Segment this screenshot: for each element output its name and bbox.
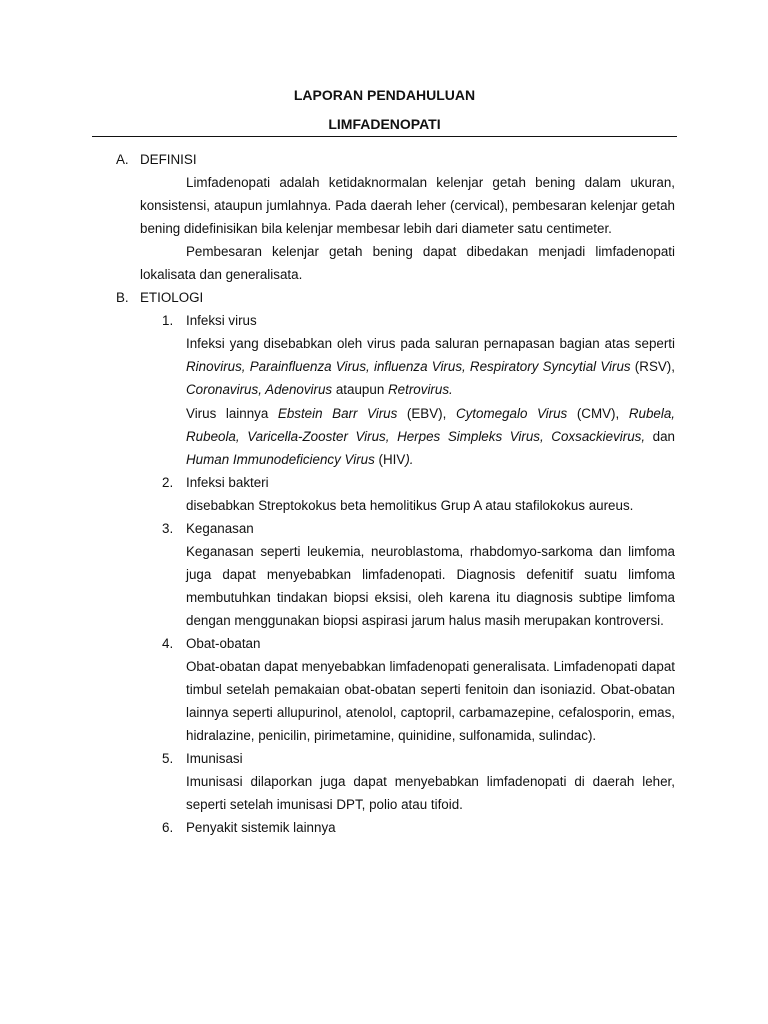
title-divider — [92, 136, 677, 137]
document-title: LAPORAN PENDAHULUAN — [293, 87, 476, 103]
definition-paragraph-1: Limfadenopati adalah ketidaknormalan kelenjar getah bening dalam ukuran, konsistensi, ataupun jumlahnya. Pada daerah leher (cervical), pembesaran kelenjar getah bening didefinisikan bila kelenjar membesar lebih dari diameter satu centimeter. — [140, 175, 675, 236]
list-item-heading — [0, 816, 768, 839]
item-label: Infeksi bakteri — [186, 475, 269, 490]
item-number: 2. — [162, 475, 174, 490]
section-title: DEFINISI — [140, 152, 197, 167]
malignancy-paragraph: Keganasan seperti leukemia, neuroblastoma, rhabdomyo-sarkoma dan limfoma juga dapat menyebabkan limfadenopati. Diagnosis defenitif suatu limfoma membutuhkan tindakan biopsi eksisi, oleh karena itu diagnosis subtipe limfoma dengan menggunakan biopsi aspirasi jarum halus masih merupakan kontroversi. — [186, 544, 675, 628]
item-number: 5. — [162, 751, 174, 766]
item-number: 3. — [162, 521, 174, 536]
item-number: 1. — [162, 313, 174, 328]
section-letter: A. — [116, 152, 129, 167]
drugs-paragraph: Obat-obatan dapat menyebabkan limfadenopati generalisata. Limfadenopati dapat timbul setelah pemakaian obat-obatan seperti fenitoin dan isoniazid. Obat-obatan lainnya seperti allupurinol, atenolol, captopril, carbamazepine, cefalosporin, emas, hidralazine, penicilin, pirimetamine, quinidine, sulfonamida, sulindac). — [186, 659, 675, 743]
section-a-heading — [0, 148, 768, 171]
definition-paragraph-2: Pembesaran kelenjar getah bening dapat dibedakan menjadi limfadenopati lokalisata dan generalisata. — [140, 244, 675, 282]
immunization-paragraph: Imunisasi dilaporkan juga dapat menyebabkan limfadenopati di daerah leher, seperti setelah imunisasi DPT, polio atau tifoid. — [186, 774, 675, 812]
document-body — [0, 148, 768, 839]
item-label: Keganasan — [186, 521, 254, 536]
virus-paragraph-2: Virus lainnya Ebstein Barr Virus (EBV), Cytomegalo Virus (CMV), Rubela, Rubeola, Varicella-Zooster Virus, Herpes Simpleks Virus, Coxsackievirus, dan Human Immunodeficiency Virus (HIV). — [186, 406, 676, 467]
bacteria-paragraph: disebabkan Streptokokus beta hemolitikus Grup A atau stafilokokus aureus. — [186, 498, 634, 513]
item-label: Imunisasi — [186, 751, 243, 766]
item-label: Penyakit sistemik lainnya — [186, 820, 336, 835]
list-item-heading — [0, 471, 768, 494]
section-b-heading — [0, 286, 768, 309]
list-item-heading — [0, 517, 768, 540]
section-title: ETIOLOGI — [140, 290, 204, 305]
list-item-heading — [0, 632, 768, 655]
item-label: Infeksi virus — [186, 313, 257, 328]
list-item-heading — [0, 747, 768, 770]
section-letter: B. — [116, 290, 129, 305]
item-label: Obat-obatan — [186, 636, 261, 651]
item-number: 6. — [162, 820, 174, 835]
virus-paragraph-1: Infeksi yang disebabkan oleh virus pada saluran pernapasan bagian atas seperti Rinovirus, Parainfluenza Virus, influenza Virus, Respiratory Syncytial Virus (RSV), Coronavirus, Adenovirus ataupun Retrovirus. — [186, 336, 675, 397]
list-item-heading — [0, 309, 768, 332]
document-subtitle: LIMFADENOPATI — [328, 116, 441, 132]
item-number: 4. — [162, 636, 174, 651]
